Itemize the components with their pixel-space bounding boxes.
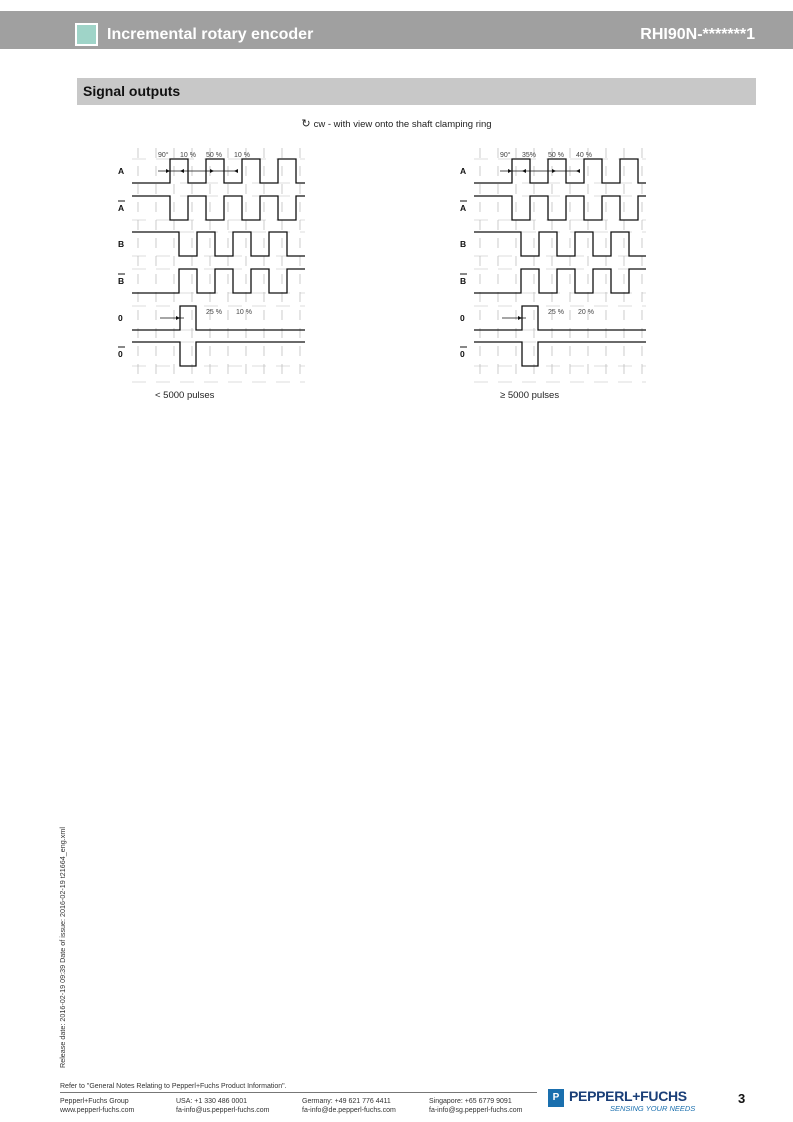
signal-a-label: A — [460, 166, 467, 176]
signal-a-inverted-waveform — [132, 196, 305, 220]
signal-a-inverted-label: A — [118, 203, 125, 213]
header-model-number: RHI90N-*******1 — [640, 26, 755, 43]
signal-zero-label: 0 — [460, 313, 465, 323]
footer-germany-phone: Germany: +49 621 776 4411 — [302, 1098, 391, 1105]
signal-zero-inverted-label: 0 — [118, 349, 123, 359]
arrowhead — [210, 169, 214, 173]
zero-pulse-label: 25 % — [548, 309, 564, 316]
pf-logo-icon: P — [548, 1089, 564, 1107]
signal-diagrams — [0, 0, 793, 420]
signal-b-label: B — [460, 239, 467, 249]
signal-b-inverted-waveform — [474, 269, 646, 293]
phase-label: 50 % — [548, 152, 564, 159]
footer-group-name: Pepperl+Fuchs Group — [60, 1098, 129, 1105]
signal-a-label: A — [118, 166, 125, 176]
footer-singapore-email[interactable]: fa-info@sg.pepperl-fuchs.com — [429, 1107, 523, 1114]
signal-b-waveform — [132, 232, 305, 256]
footer-column-germany — [302, 1097, 396, 1115]
header-title: Incremental rotary encoder — [107, 26, 314, 43]
zero-pulse-label: 10 % — [236, 309, 252, 316]
signal-b-waveform — [474, 232, 646, 256]
logo-name: PEPPERL+FUCHS — [569, 1088, 687, 1104]
signal-zero-inverted-waveform — [474, 342, 646, 366]
signal-diagram-left — [118, 148, 305, 382]
arrowhead — [576, 169, 580, 173]
signal-b-inverted-label: B — [460, 276, 467, 286]
signal-diagram-right — [460, 148, 646, 382]
footer-column-group — [60, 1097, 134, 1115]
page-number: 3 — [738, 1091, 746, 1106]
signal-a-inverted-waveform — [474, 196, 646, 220]
footer-website-link[interactable]: www.pepperl-fuchs.com — [60, 1107, 135, 1114]
footer-reference: Refer to "General Notes Relating to Pepperl+Fuchs Product Information". — [60, 1083, 287, 1090]
zero-pulse-label: 25 % — [206, 309, 222, 316]
signal-b-inverted-waveform — [132, 269, 305, 293]
diagram-right-caption: ≥ 5000 pulses — [500, 390, 560, 401]
arrowhead — [522, 169, 526, 173]
diagram-left-caption: < 5000 pulses — [155, 390, 215, 401]
signal-b-inverted-label: B — [118, 276, 125, 286]
rotation-caption-text: cw - with view onto the shaft clamping ring — [313, 119, 492, 130]
footer-usa-email[interactable]: fa-info@us.pepperl-fuchs.com — [176, 1107, 270, 1114]
phase-label: 10 % — [234, 152, 250, 159]
phase-label: 90° — [158, 152, 169, 159]
footer-germany-email[interactable]: fa-info@de.pepperl-fuchs.com — [302, 1107, 396, 1114]
footer-column-usa — [176, 1097, 269, 1115]
signal-b-label: B — [118, 239, 125, 249]
phase-label: 40 % — [576, 152, 592, 159]
arrowhead — [552, 169, 556, 173]
arrowhead — [180, 169, 184, 173]
signal-zero-label: 0 — [118, 313, 123, 323]
section-title: Signal outputs — [83, 83, 181, 99]
phase-label: 90° — [500, 152, 511, 159]
signal-zero-inverted-waveform — [132, 342, 305, 366]
phase-label: 10 % — [180, 152, 196, 159]
footer-singapore-phone: Singapore: +65 6779 9091 — [429, 1098, 512, 1105]
footer-column-singapore — [429, 1097, 522, 1115]
phase-label: 50 % — [206, 152, 222, 159]
phase-label: 35% — [522, 152, 537, 159]
arrowhead — [234, 169, 238, 173]
signal-zero-inverted-label: 0 — [460, 349, 465, 359]
zero-pulse-label: 20 % — [578, 309, 594, 316]
signal-a-inverted-label: A — [460, 203, 467, 213]
footer-divider — [60, 1092, 537, 1093]
clockwise-rotation-icon: ↻ — [301, 118, 311, 130]
release-date-note: Release date: 2016-02-19 09:39 Date of issue: 2016-02-19 t21664_eng.xml — [58, 827, 67, 1068]
logo-slogan: SENSING YOUR NEEDS — [610, 1104, 696, 1113]
footer-usa-phone: USA: +1 330 486 0001 — [176, 1098, 248, 1105]
